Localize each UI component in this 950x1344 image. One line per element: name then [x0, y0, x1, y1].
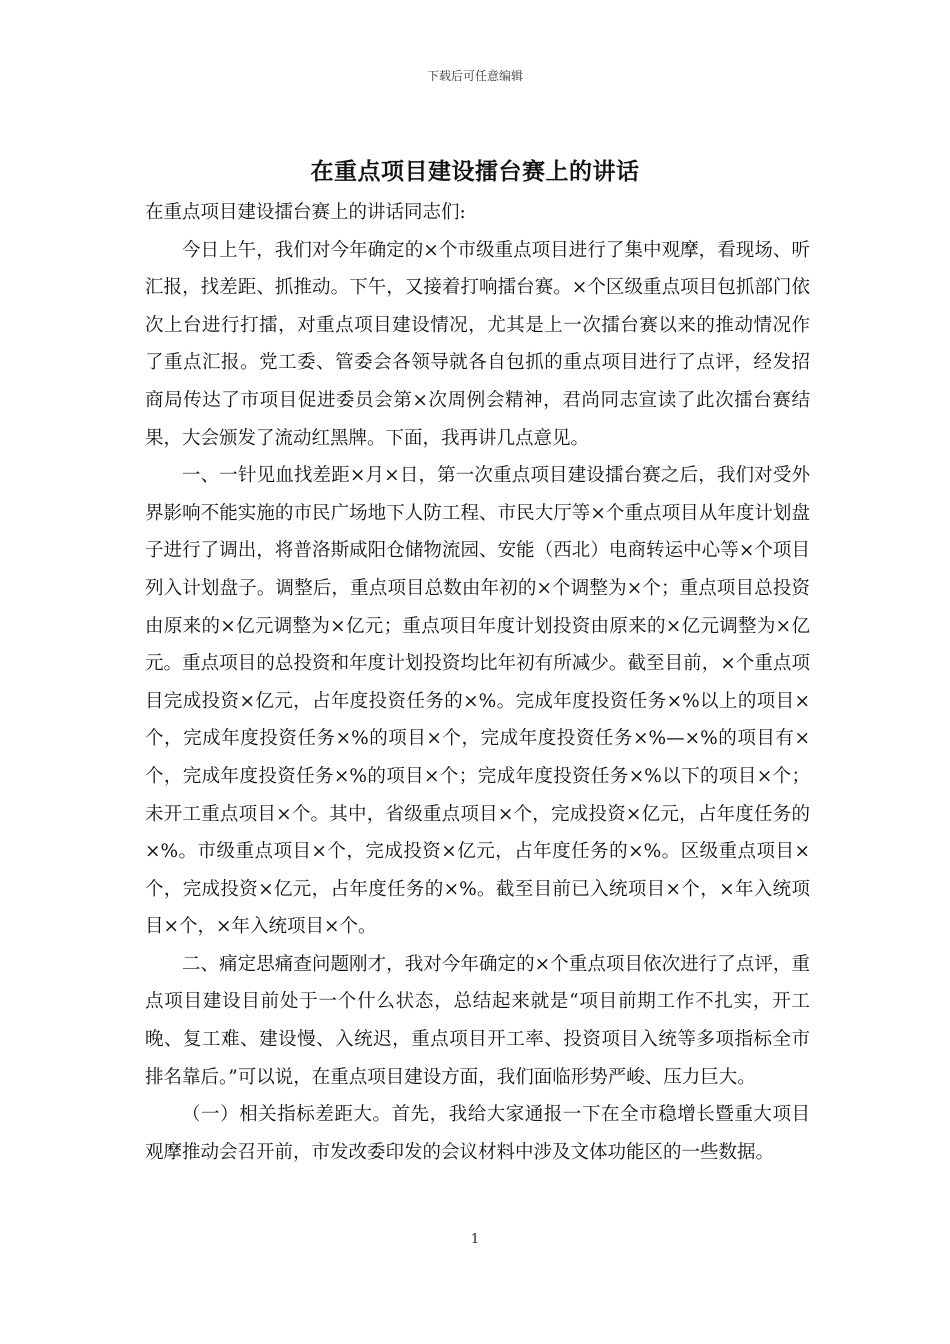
body-paragraph: 二、痛定思痛查问题刚才，我对今年确定的×个重点项目依次进行了点评，重点项目建设目前处于一个什么状态，总结起来就是“项目前期工作不扎实，开工晚、复工难、建设慢、入统迟，重点项目开工率、投资项目入统等多项指标全市排名靠后。”可以说，在重点项目建设方面，我们面临形势严峻、压力巨大。	[145, 953, 810, 1088]
body-paragraph: 今日上午，我们对今年确定的×个市级重点项目进行了集中观摩，看现场、听汇报，找差距、抓推动。下午，又接着打响擂台赛。×个区级重点项目包抓部门依次上台进行打擂，对重点项目建设情况，尤其是上一次擂台赛以来的推动情况作了重点汇报。党工委、管委会各领导就各自包抓的重点项目进行了点评，经发招商局传达了市项目促进委员会第×次周例会精神，君尚同志宣读了此次擂台赛结果，大会颁发了流动红黑牌。下面，我再讲几点意见。	[145, 239, 810, 449]
page-number: 1	[470, 1232, 480, 1247]
document-title: 在重点项目建设擂台赛上的讲话	[310, 159, 640, 185]
document-body	[145, 194, 810, 1171]
body-paragraph: 一、一针见血找差距×月×日，第一次重点项目建设擂台赛之后，我们对受外界影响不能实施的市民广场地下人防工程、市民大厅等×个重点项目从年度计划盘子进行了调出，将普洛斯咸阳仓储物流园、安能（西北）电商转运中心等×个项目列入计划盘子。调整后，重点项目总数由年初的×个调整为×个；重点项目总投资由原来的×亿元调整为×亿元；重点项目年度计划投资由原来的×亿元调整为×亿元。重点项目的总投资和年度计划投资均比年初有所减少。截至目前，×个重点项目完成投资×亿元，占年度投资任务的×%。完成年度投资任务×%以上的项目×个，完成年度投资任务×%的项目×个，完成年度投资任务×%—×%的项目有×个，完成年度投资任务×%的项目×个；完成年度投资任务×%以下的项目×个；未开工重点项目×个。其中，省级重点项目×个，完成投资×亿元，占年度任务的×%。市级重点项目×个，完成投资×亿元，占年度任务的×%。区级重点项目×个，完成投资×亿元，占年度任务的×%。截至目前已入统项目×个，×年入统项目×个，×年入统项目×个。	[145, 465, 810, 938]
header-note: 下载后可任意编辑	[426, 69, 523, 83]
body-paragraph: （一）相关指标差距大。首先，我给大家通报一下在全市稳增长暨重大项目观摩推动会召开前，市发改委印发的会议材料中涉及文体功能区的一些数据。	[145, 1104, 810, 1163]
salutation-paragraph: 在重点项目建设擂台赛上的讲话同志们:	[145, 202, 466, 223]
